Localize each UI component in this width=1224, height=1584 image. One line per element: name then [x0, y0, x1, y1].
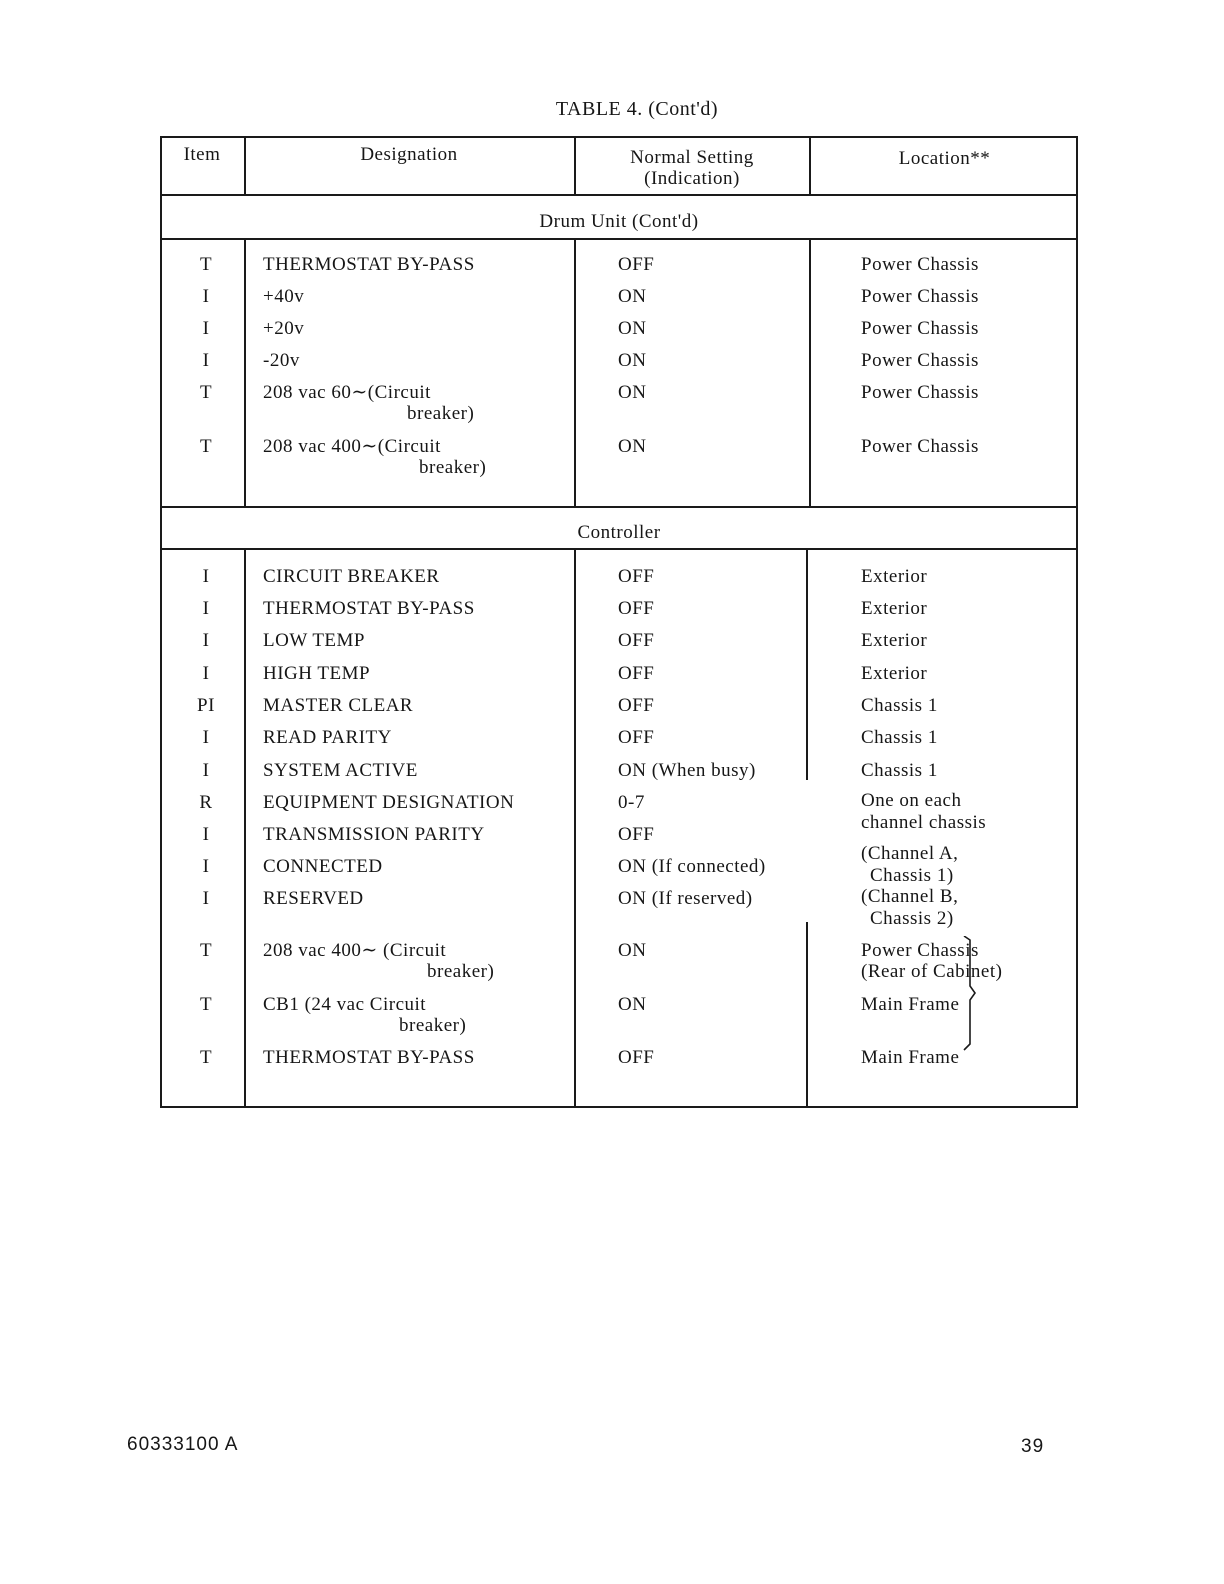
row-location: [861, 598, 927, 619]
grouped-location-line: One on each: [861, 790, 962, 811]
row-normal-setting: [618, 436, 646, 457]
document-number: 60333100 A: [127, 1434, 239, 1455]
row-designation-line: breaker): [427, 961, 495, 982]
row-designation-line: EQUIPMENT DESIGNATION: [263, 792, 515, 813]
row-item-code: I: [202, 760, 210, 781]
row-normal-setting-line: ON: [618, 350, 647, 371]
grouped-location-line: Chassis 1): [870, 864, 954, 886]
row-normal-setting-line: ON (When busy): [618, 760, 756, 781]
row-designation: [263, 792, 514, 813]
col-divider: [244, 238, 246, 506]
row-location-line: Power Chassis: [861, 254, 979, 275]
row-designation: [263, 630, 365, 651]
row-location: [861, 630, 927, 651]
row-item-code: I: [202, 350, 210, 371]
header-item: Item: [183, 144, 221, 165]
row-designation: [263, 727, 392, 748]
header-designation: Designation: [360, 144, 458, 165]
row-normal-setting: [618, 350, 646, 371]
row-designation-line: RESERVED: [263, 888, 364, 909]
row-designation: [263, 824, 485, 845]
row-designation-line: +40v: [263, 286, 305, 307]
row-location-line: Chassis 1: [861, 760, 938, 781]
section-title-controller: Controller: [577, 522, 661, 543]
row-designation-line: 208 vac 400∼(Circuit: [263, 436, 441, 457]
row-designation-line: -20v: [263, 350, 300, 371]
row-normal-setting-line: OFF: [618, 663, 655, 684]
header-normal-setting-line1: Normal Setting: [630, 147, 754, 168]
row-location: [861, 940, 1002, 982]
row-location-line: Chassis 1: [861, 695, 938, 716]
row-designation-line: breaker): [407, 403, 475, 424]
row-item-code: I: [202, 630, 210, 651]
row-designation: [263, 436, 486, 478]
row-designation: [263, 286, 304, 307]
row-designation-line: LOW TEMP: [263, 630, 365, 651]
row-item-code: T: [199, 994, 213, 1015]
row-normal-setting: [618, 382, 646, 403]
row-location: [861, 286, 979, 307]
grouped-location-line: (Channel B,: [861, 886, 959, 907]
grouped-location-line: Chassis 2): [870, 907, 954, 929]
row-normal-setting: [618, 856, 766, 877]
row-normal-setting-line: ON: [618, 940, 647, 961]
row-normal-setting: [618, 630, 654, 651]
row-normal-setting: [618, 940, 646, 961]
row-designation: [263, 888, 364, 909]
row-designation-line: CB1 (24 vac Circuit: [263, 994, 427, 1015]
row-designation-line: CONNECTED: [263, 856, 383, 877]
row-location: [861, 254, 979, 275]
row-designation-line: MASTER CLEAR: [263, 695, 414, 716]
header-normal-setting-line2: (Indication): [644, 168, 740, 189]
row-normal-setting: [618, 824, 654, 845]
row-normal-setting-line: ON: [618, 382, 647, 403]
row-normal-setting-line: ON: [618, 436, 647, 457]
row-designation-line: 208 vac 400∼ (Circuit: [263, 940, 447, 961]
row-normal-setting-line: ON (If reserved): [618, 888, 753, 909]
row-item-code: I: [202, 598, 210, 619]
row-location-line: Exterior: [861, 598, 928, 619]
row-designation: [263, 350, 300, 371]
row-designation-line: +20v: [263, 318, 305, 339]
row-normal-setting-line: ON (If connected): [618, 856, 766, 877]
col-divider: [806, 922, 808, 1108]
row-designation: [263, 994, 466, 1036]
row-normal-setting: [618, 286, 646, 307]
row-designation: [263, 566, 440, 587]
row-location: [861, 994, 959, 1015]
row-designation-line: 208 vac 60∼(Circuit: [263, 382, 431, 403]
row-normal-setting: [618, 760, 756, 781]
row-location: [861, 350, 979, 371]
grouped-location: [861, 790, 986, 929]
row-location-line: Chassis 1: [861, 727, 938, 748]
row-normal-setting-line: OFF: [618, 1047, 655, 1068]
row-item-code: I: [202, 856, 210, 877]
row-item-code: I: [202, 318, 210, 339]
row-designation-line: HIGH TEMP: [263, 663, 371, 684]
section-title-drum-unit: Drum Unit (Cont'd): [539, 211, 699, 232]
row-normal-setting: [618, 598, 654, 619]
row-location: [861, 382, 979, 403]
section-rule: [162, 238, 1076, 240]
row-location: [861, 760, 938, 781]
row-designation-line: breaker): [399, 1015, 467, 1036]
row-normal-setting-line: OFF: [618, 566, 655, 587]
row-normal-setting-line: OFF: [618, 727, 655, 748]
row-normal-setting: [618, 318, 646, 339]
row-item-code: T: [199, 254, 213, 275]
row-designation-line: READ PARITY: [263, 727, 392, 748]
col-divider: [809, 238, 811, 506]
col-divider: [806, 548, 808, 780]
row-location-line: Exterior: [861, 663, 928, 684]
page-number: 39: [1021, 1436, 1045, 1457]
header-rule: [162, 194, 1076, 196]
row-designation-line: TRANSMISSION PARITY: [263, 824, 485, 845]
row-normal-setting: [618, 994, 646, 1015]
row-normal-setting: [618, 1047, 654, 1068]
row-location-line: Power Chassis: [861, 318, 979, 339]
row-location: [861, 1047, 959, 1068]
row-designation-line: SYSTEM ACTIVE: [263, 760, 418, 781]
row-item-code: I: [202, 566, 210, 587]
row-location-line: Main Frame: [861, 994, 960, 1015]
row-normal-setting: [618, 254, 654, 275]
row-normal-setting-line: 0-7: [618, 792, 645, 813]
row-designation: [263, 940, 494, 982]
header-location: Location**: [898, 148, 991, 169]
grouped-location-line: (Channel A,: [861, 843, 959, 864]
row-location-line: Power Chassis: [861, 436, 979, 457]
row-designation: [263, 1047, 475, 1068]
row-item-code: R: [199, 792, 213, 813]
row-designation: [263, 598, 475, 619]
row-item-code: PI: [197, 695, 215, 716]
row-designation-line: THERMOSTAT BY-PASS: [263, 254, 475, 275]
row-normal-setting-line: ON: [618, 318, 647, 339]
row-normal-setting-line: OFF: [618, 630, 655, 651]
header-normal-setting: [576, 147, 808, 189]
row-normal-setting: [618, 695, 654, 716]
col-divider: [574, 238, 576, 506]
row-location-line: (Rear of Cabinet): [861, 961, 1003, 982]
row-location-line: Power Chassis: [861, 286, 979, 307]
row-designation: [263, 695, 413, 716]
row-location-line: Power Chassis: [861, 382, 979, 403]
row-normal-setting-line: ON: [618, 286, 647, 307]
row-normal-setting-line: OFF: [618, 824, 655, 845]
row-location: [861, 663, 927, 684]
row-designation-line: THERMOSTAT BY-PASS: [263, 1047, 475, 1068]
row-location-line: Power Chassis: [861, 350, 979, 371]
grouped-location-line: channel chassis: [861, 811, 987, 833]
row-item-code: I: [202, 286, 210, 307]
row-location: [861, 727, 938, 748]
settings-table: [160, 136, 1078, 1108]
row-normal-setting-line: OFF: [618, 695, 655, 716]
row-designation: [263, 382, 474, 424]
row-designation: [263, 663, 370, 684]
row-designation-line: THERMOSTAT BY-PASS: [263, 598, 475, 619]
row-item-code: I: [202, 727, 210, 748]
row-normal-setting: [618, 792, 645, 813]
row-item-code: I: [202, 888, 210, 909]
row-location: [861, 318, 979, 339]
row-item-code: I: [202, 824, 210, 845]
row-designation: [263, 760, 418, 781]
row-location-line: Exterior: [861, 630, 928, 651]
row-item-code: T: [199, 1047, 213, 1068]
row-item-code: T: [199, 382, 213, 403]
row-normal-setting-line: OFF: [618, 254, 655, 275]
row-item-code: I: [202, 663, 210, 684]
row-normal-setting: [618, 888, 753, 909]
row-normal-setting: [618, 727, 654, 748]
row-location: [861, 566, 927, 587]
row-designation: [263, 856, 383, 877]
row-location-line: Power Chassis: [861, 940, 979, 961]
row-normal-setting-line: OFF: [618, 598, 655, 619]
row-item-code: T: [199, 940, 213, 961]
section-rule: [162, 506, 1076, 508]
table-caption: TABLE 4. (Cont'd): [555, 98, 719, 120]
row-location-line: Exterior: [861, 566, 928, 587]
section-rule: [162, 548, 1076, 550]
row-normal-setting: [618, 663, 654, 684]
row-normal-setting: [618, 566, 654, 587]
row-item-code: T: [199, 436, 213, 457]
row-location: [861, 695, 938, 716]
row-normal-setting-line: ON: [618, 994, 647, 1015]
row-designation: [263, 254, 475, 275]
row-location: [861, 436, 979, 457]
row-designation-line: CIRCUIT BREAKER: [263, 566, 440, 587]
col-divider: [574, 548, 576, 1108]
row-designation: [263, 318, 304, 339]
row-designation-line: breaker): [419, 457, 487, 478]
row-location-line: Main Frame: [861, 1047, 960, 1068]
